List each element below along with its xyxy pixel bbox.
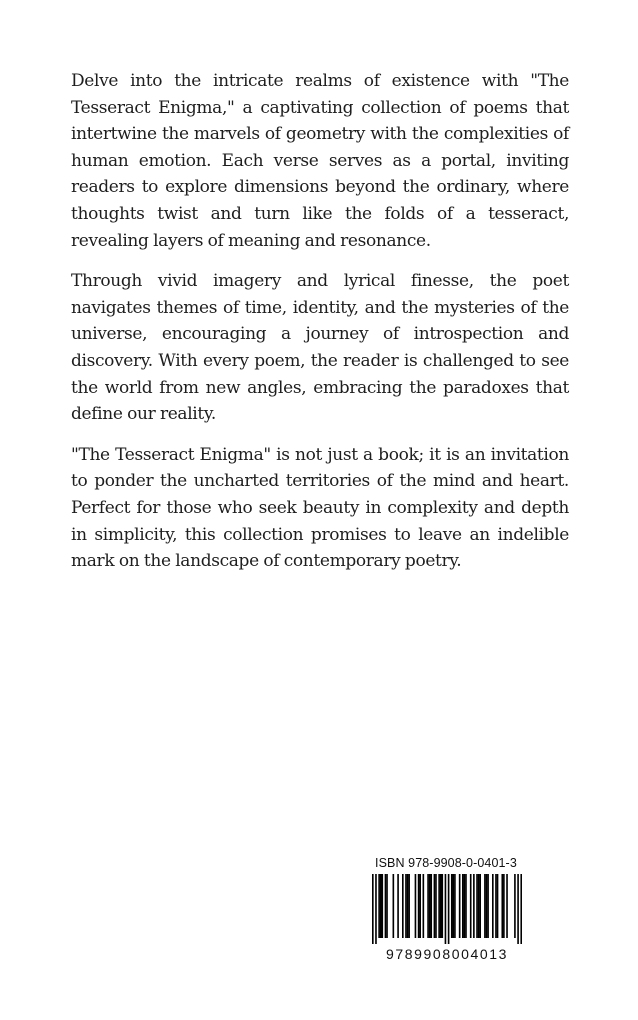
barcode-bar [514, 874, 516, 938]
barcode-bar [484, 874, 486, 938]
barcode-bar [520, 874, 522, 944]
barcode-bar [440, 874, 442, 938]
barcode-bar [464, 874, 466, 938]
barcode-bar [405, 874, 407, 938]
barcode-bar [462, 874, 464, 938]
barcode-bar [454, 874, 456, 938]
blurb-text [71, 68, 569, 589]
barcode-bar [473, 874, 475, 938]
barcode-bar [402, 874, 404, 938]
barcode-bar [465, 874, 467, 938]
barcode-bar [393, 874, 395, 938]
barcode-bar [378, 874, 380, 938]
barcode-bar [501, 874, 503, 938]
isbn-label: ISBN 978-9908-0-0401-3 [375, 856, 517, 870]
barcode-bar [419, 874, 421, 938]
barcode-bar [495, 874, 497, 938]
barcode-bar [429, 874, 431, 938]
barcode-bar [386, 874, 388, 938]
barcode-bar [427, 874, 429, 938]
barcode-bar [415, 874, 417, 938]
barcode-bar [423, 874, 425, 938]
barcode-bar [375, 874, 377, 944]
barcode-bar [407, 874, 409, 938]
isbn-barcode [372, 854, 538, 962]
barcode-bars [372, 874, 522, 944]
barcode-bar [438, 874, 440, 938]
barcode-bar [380, 874, 382, 938]
barcode-bar [459, 874, 461, 938]
barcode-bar [478, 874, 480, 938]
barcode-bar [506, 874, 508, 938]
barcode-bar [418, 874, 420, 938]
barcode-bar [430, 874, 432, 938]
barcode-bar [476, 874, 478, 938]
barcode-bar [441, 874, 443, 938]
barcode-bar [435, 874, 437, 938]
barcode-bar [486, 874, 488, 938]
barcode-bar [434, 874, 436, 938]
barcode-bar [497, 874, 499, 938]
barcode-bar [479, 874, 481, 938]
barcode-bar [451, 874, 453, 938]
barcode-bar [385, 874, 387, 938]
ean-digits: 9789908004013 [386, 946, 509, 962]
barcode-bar [448, 874, 450, 944]
barcode-bar [503, 874, 505, 938]
barcode-bar [487, 874, 489, 938]
barcode-bar [408, 874, 410, 938]
barcode-bar [445, 874, 447, 944]
barcode-bar [397, 874, 399, 938]
barcode-bar [453, 874, 455, 938]
barcode-bar [381, 874, 383, 938]
barcode-bar [517, 874, 519, 944]
barcode-bar [372, 874, 374, 944]
blurb-paragraph-3: "The Tesseract Enigma" is not just a book; it is an invitation to ponder the uncharted territories of the mind and heart. Perfect for those who seek beauty in complexity and depth in simplicity, this collection promises to leave an indelible mark on the landscape of contemporary poetry. [71, 444, 569, 572]
blurb-paragraph-1: Delve into the intricate realms of existence with "The Tesseract Enigma," a captivating collection of poems that intertwine the marvels of geometry with the complexities of human emotion. Each verse serves as a portal, inviting readers to explore dimensions beyond the ordinary, where thoughts twist and turn like the folds of a tesseract, revealing layers of meaning and resonance. [71, 71, 569, 251]
barcode-bar [470, 874, 472, 938]
blurb-paragraph-2: Through vivid imagery and lyrical finesse, the poet navigates themes of time, identity, and the mysteries of the universe, encouraging a journey of introspection and discovery. With every poem, the reader is challenged to see the world from new angles, embracing the paradoxes that define our reality. [71, 271, 569, 425]
barcode-bar [492, 874, 494, 938]
